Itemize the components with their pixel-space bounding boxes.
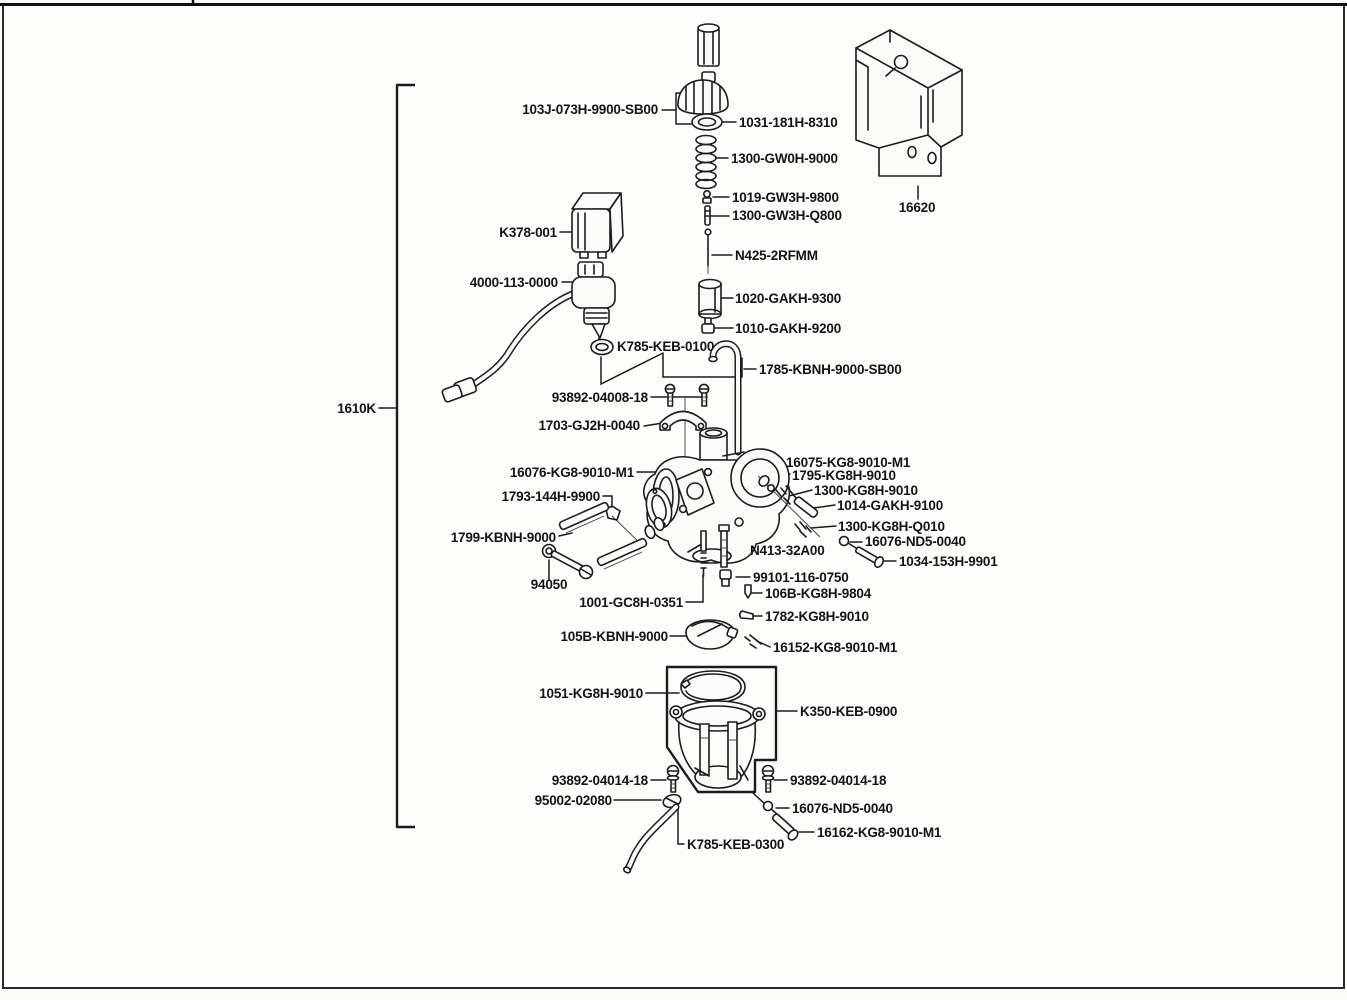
part-label-fuel-tube: 1785-KBNH-9000-SB00	[759, 362, 902, 377]
part-label-bowl-screw-right: 93892-04014-18	[790, 773, 887, 788]
part-label-insulator-gasket: 16076-KG8-9010-M1	[509, 465, 634, 480]
part-label-top-cap-set: 103J-073H-9900-SB00	[522, 102, 658, 117]
part-label-jet-1010: 1010-GAKH-9200	[735, 321, 842, 336]
control-unit-part	[572, 193, 623, 258]
part-label-throttle-valve: 1020-GAKH-9300	[735, 291, 842, 306]
oring-small-part	[591, 340, 613, 355]
part-label-n413: N413-32A00	[750, 543, 825, 558]
bowl-gasket-part	[681, 671, 745, 703]
part-label-1799: 1799-KBNH-9000	[450, 530, 556, 545]
part-label-needle-clip: 1300-GW3H-Q800	[732, 208, 842, 223]
part-label-seal: 1031-181H-8310	[739, 115, 838, 130]
part-label-bowl-screw-left: 93892-04014-18	[551, 773, 648, 788]
needle-clip-part	[705, 206, 710, 225]
part-label-1300-9010: 1300-KG8H-9010	[814, 483, 918, 498]
part-label-throttle-spring: 1300-GW0H-9000	[731, 151, 838, 166]
part-label-drain-tube: K785-KEB-0300	[687, 837, 785, 852]
part-label-float-pin: 1782-KG8H-9010	[765, 609, 869, 624]
part-label-16075: 16075-KG8-9010-M1	[786, 455, 911, 470]
part-label-pilot-screw: 1001-GC8H-0351	[579, 595, 683, 610]
part-label-cable-holder: 1703-GJ2H-0040	[538, 418, 640, 433]
seal-part	[692, 114, 722, 130]
part-label-float-chamber: K350-KEB-0900	[800, 704, 898, 719]
part-label-1795: 1795-KG8H-9010	[792, 468, 896, 483]
part-label-q010: 1300-KG8H-Q010	[838, 519, 945, 534]
part-label-1014: 1014-GAKH-9100	[837, 498, 944, 513]
part-label-bowl-gasket: 1051-KG8H-9010	[539, 686, 643, 701]
part-label-control-unit: K378-001	[499, 225, 557, 240]
part-label-nd5-bottom: 16076-ND5-0040	[792, 801, 893, 816]
cable-adjuster-part	[698, 24, 719, 66]
part-label-1793: 1793-144H-9900	[501, 489, 600, 504]
part-label-tube-clip: 95002-02080	[534, 793, 612, 808]
part-label-94050: 94050	[530, 577, 568, 592]
part-label-1610k: 1610K	[337, 401, 376, 416]
float-valve-part	[745, 585, 751, 598]
part-label-1034: 1034-153H-9901	[899, 554, 998, 569]
part-label-float: 105B-KBNH-9000	[560, 629, 668, 644]
part-label-oring-small: K785-KEB-0100	[617, 339, 715, 354]
part-label-main-jet: 99101-116-0750	[753, 570, 849, 585]
part-label-16152: 16152-KG8-9010-M1	[773, 640, 898, 655]
part-label-bystarter: 4000-113-0000	[469, 275, 558, 290]
part-label-drain-screw: 16162-KG8-9010-M1	[817, 825, 942, 840]
part-label-screws-04008: 93892-04008-18	[551, 390, 648, 405]
part-label-float-valve: 106B-KG8H-9804	[765, 586, 872, 601]
part-label-jet-needle: N425-2RFMM	[735, 248, 818, 263]
part-label-16620: 16620	[898, 200, 936, 215]
part-label-nd5-top: 16076-ND5-0040	[865, 534, 966, 549]
part-label-spring-seat: 1019-GW3H-9800	[732, 190, 839, 205]
throttle-valve-part	[699, 280, 721, 319]
bolt-n413-part	[719, 525, 729, 567]
main-jet-part	[720, 570, 731, 586]
